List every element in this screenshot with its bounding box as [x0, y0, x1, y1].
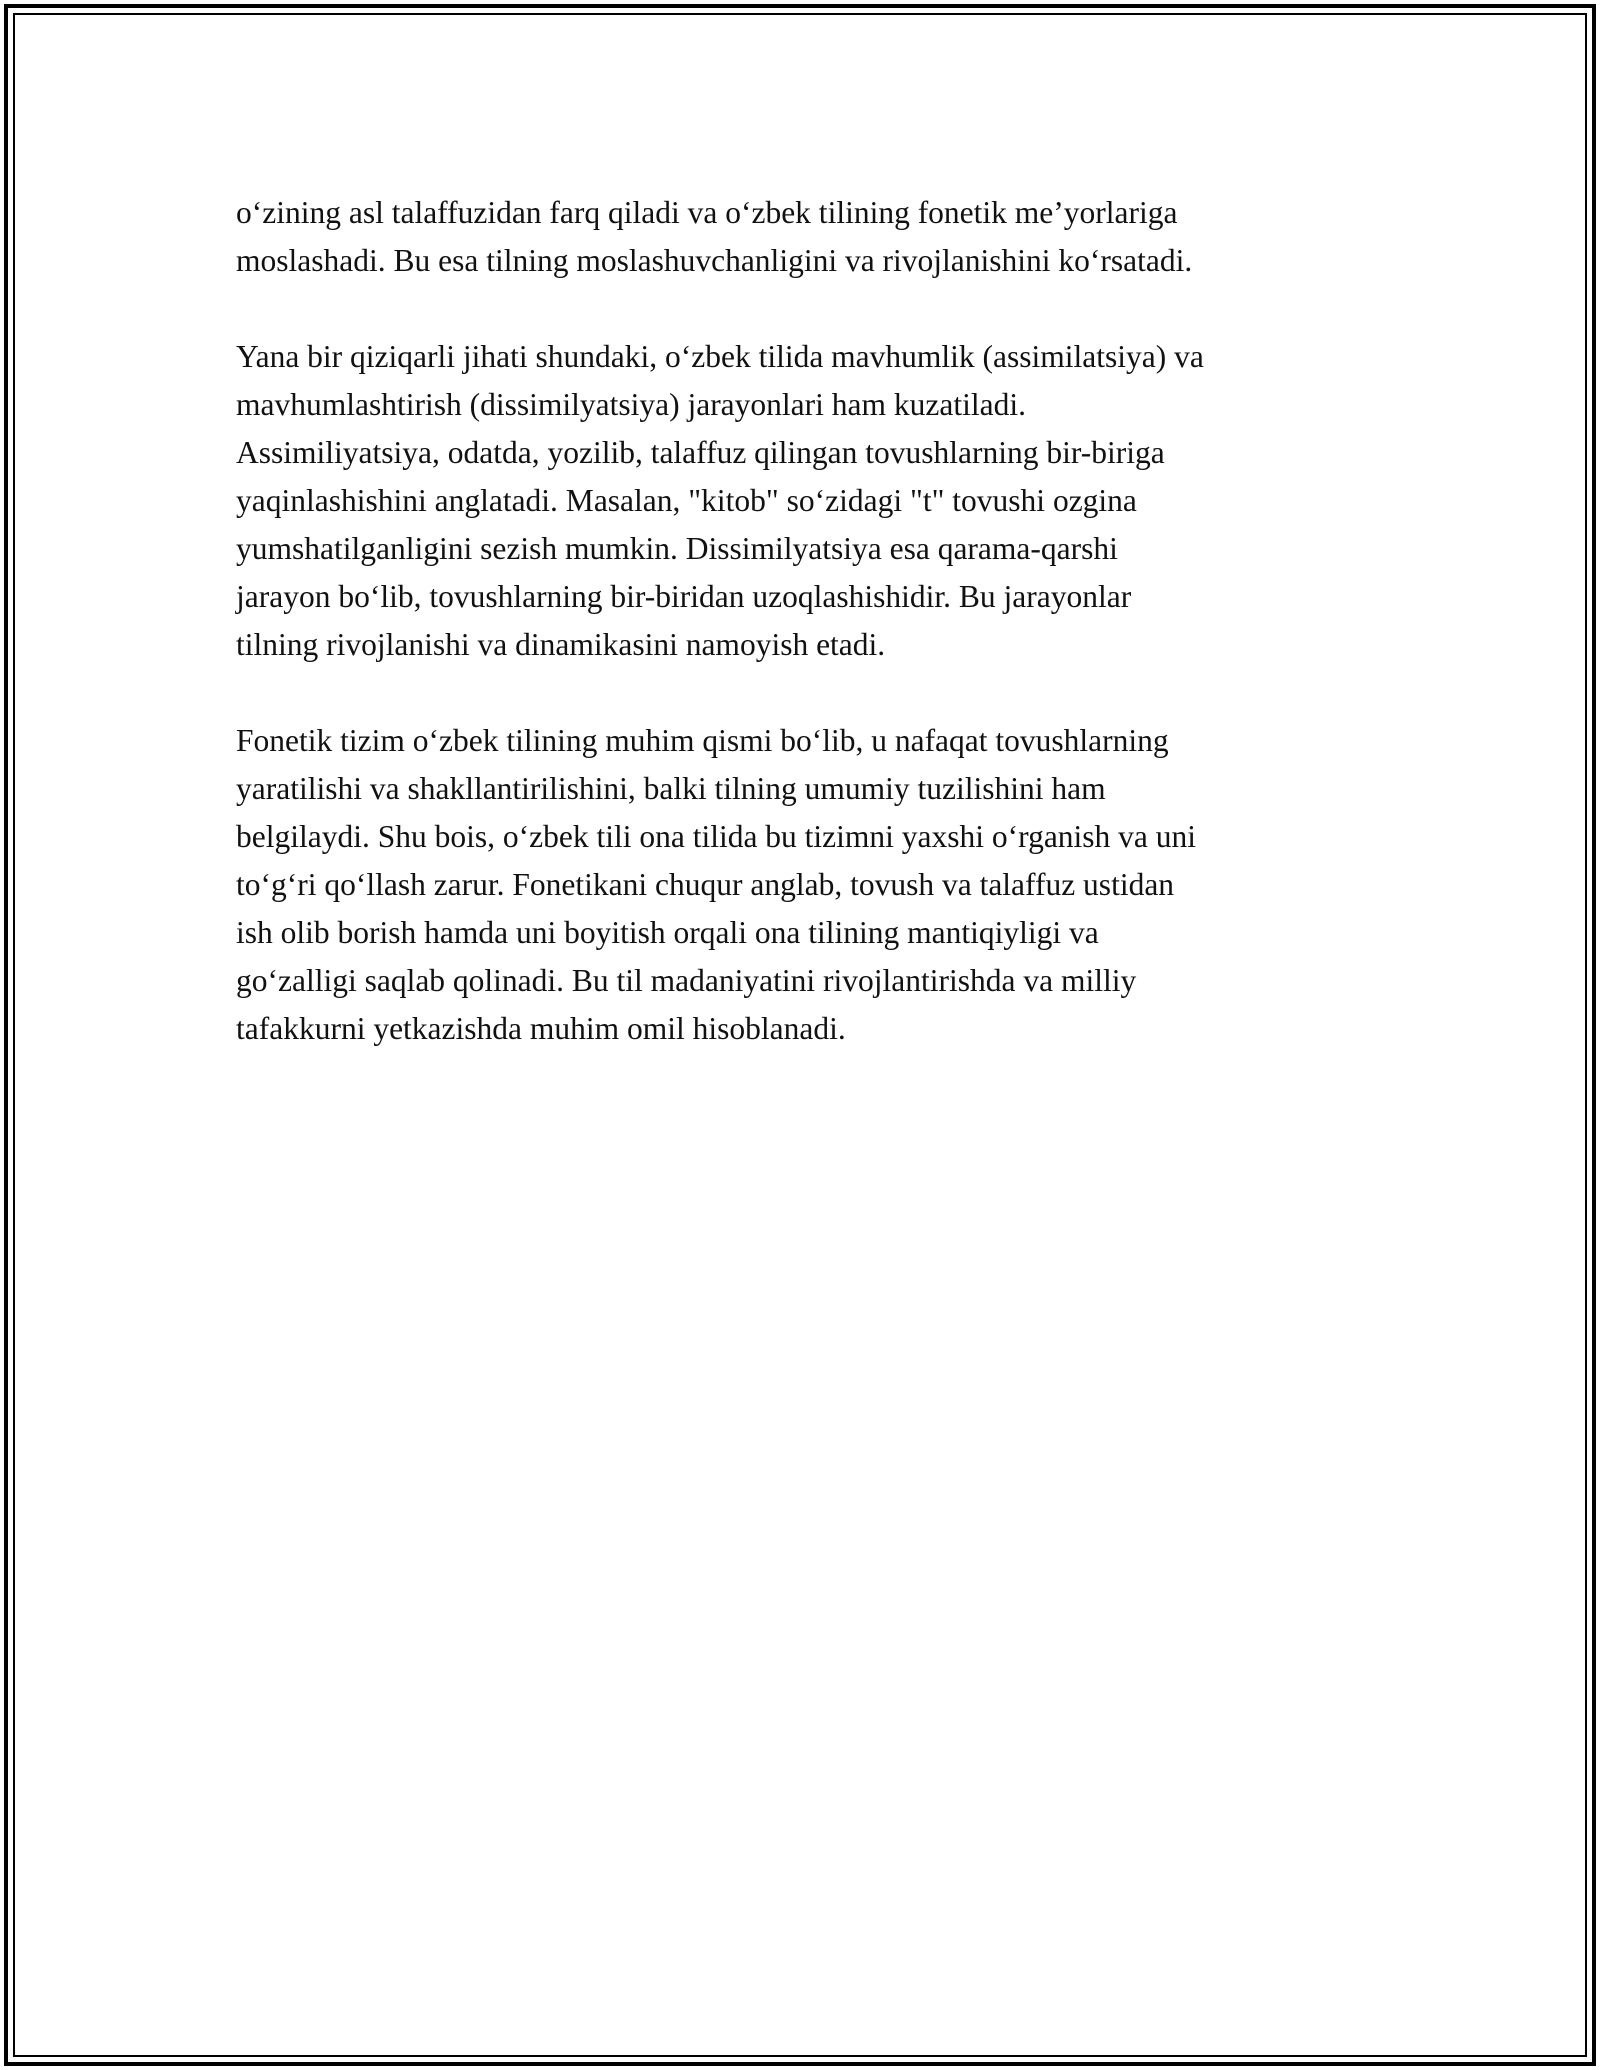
text-line: belgilaydi. Shu bois, o‘zbek tili ona tilida bu tizimni yaxshi o‘rganish va uni [236, 819, 1197, 854]
document-body [236, 189, 1396, 1101]
text-line: yaqinlashishini anglatadi. Masalan, "kitob" so‘zidagi "t" tovushi ozgina [236, 483, 1137, 518]
text-line: Assimiliyatsiya, odatda, yozilib, talaffuz qilingan tovushlarning bir-biriga [236, 435, 1165, 470]
text-line: Yana bir qiziqarli jihati shundaki, o‘zbek tilida mavhumlik (assimilatsiya) va [236, 339, 1204, 374]
text-line: ish olib borish hamda uni boyitish orqali ona tilining mantiqiyligi va [236, 915, 1099, 950]
text-line: to‘g‘ri qo‘llash zarur. Fonetikani chuqur anglab, tovush va talaffuz ustidan [236, 867, 1175, 902]
text-line: jarayon bo‘lib, tovushlarning bir-biridan uzoqlashishidir. Bu jarayonlar [236, 579, 1132, 614]
paragraph-1 [236, 189, 1396, 285]
paragraph-3 [236, 717, 1396, 1053]
text-line: go‘zalligi saqlab qolinadi. Bu til madaniyatini rivojlantirishda va milliy [236, 963, 1137, 998]
text-line: mavhumlashtirish (dissimilyatsiya) jarayonlari ham kuzatiladi. [236, 387, 1026, 422]
text-line: o‘zining asl talaffuzidan farq qiladi va o‘zbek tilining fonetik me’yorlariga [236, 195, 1178, 230]
text-line: yumshatilganligini sezish mumkin. Dissimilyatsiya esa qarama-qarshi [236, 531, 1118, 566]
text-line: Fonetik tizim o‘zbek tilining muhim qismi bo‘lib, u nafaqat tovushlarning [236, 723, 1169, 758]
text-line: tafakkurni yetkazishda muhim omil hisoblanadi. [236, 1011, 846, 1046]
text-line: yaratilishi va shakllantirilishini, balki tilning umumiy tuzilishini ham [236, 771, 1106, 806]
text-line: tilning rivojlanishi va dinamikasini namoyish etadi. [236, 627, 886, 662]
paragraph-2 [236, 333, 1396, 669]
text-line: moslashadi. Bu esa tilning moslashuvchanligini va rivojlanishini ko‘rsatadi. [236, 243, 1193, 278]
